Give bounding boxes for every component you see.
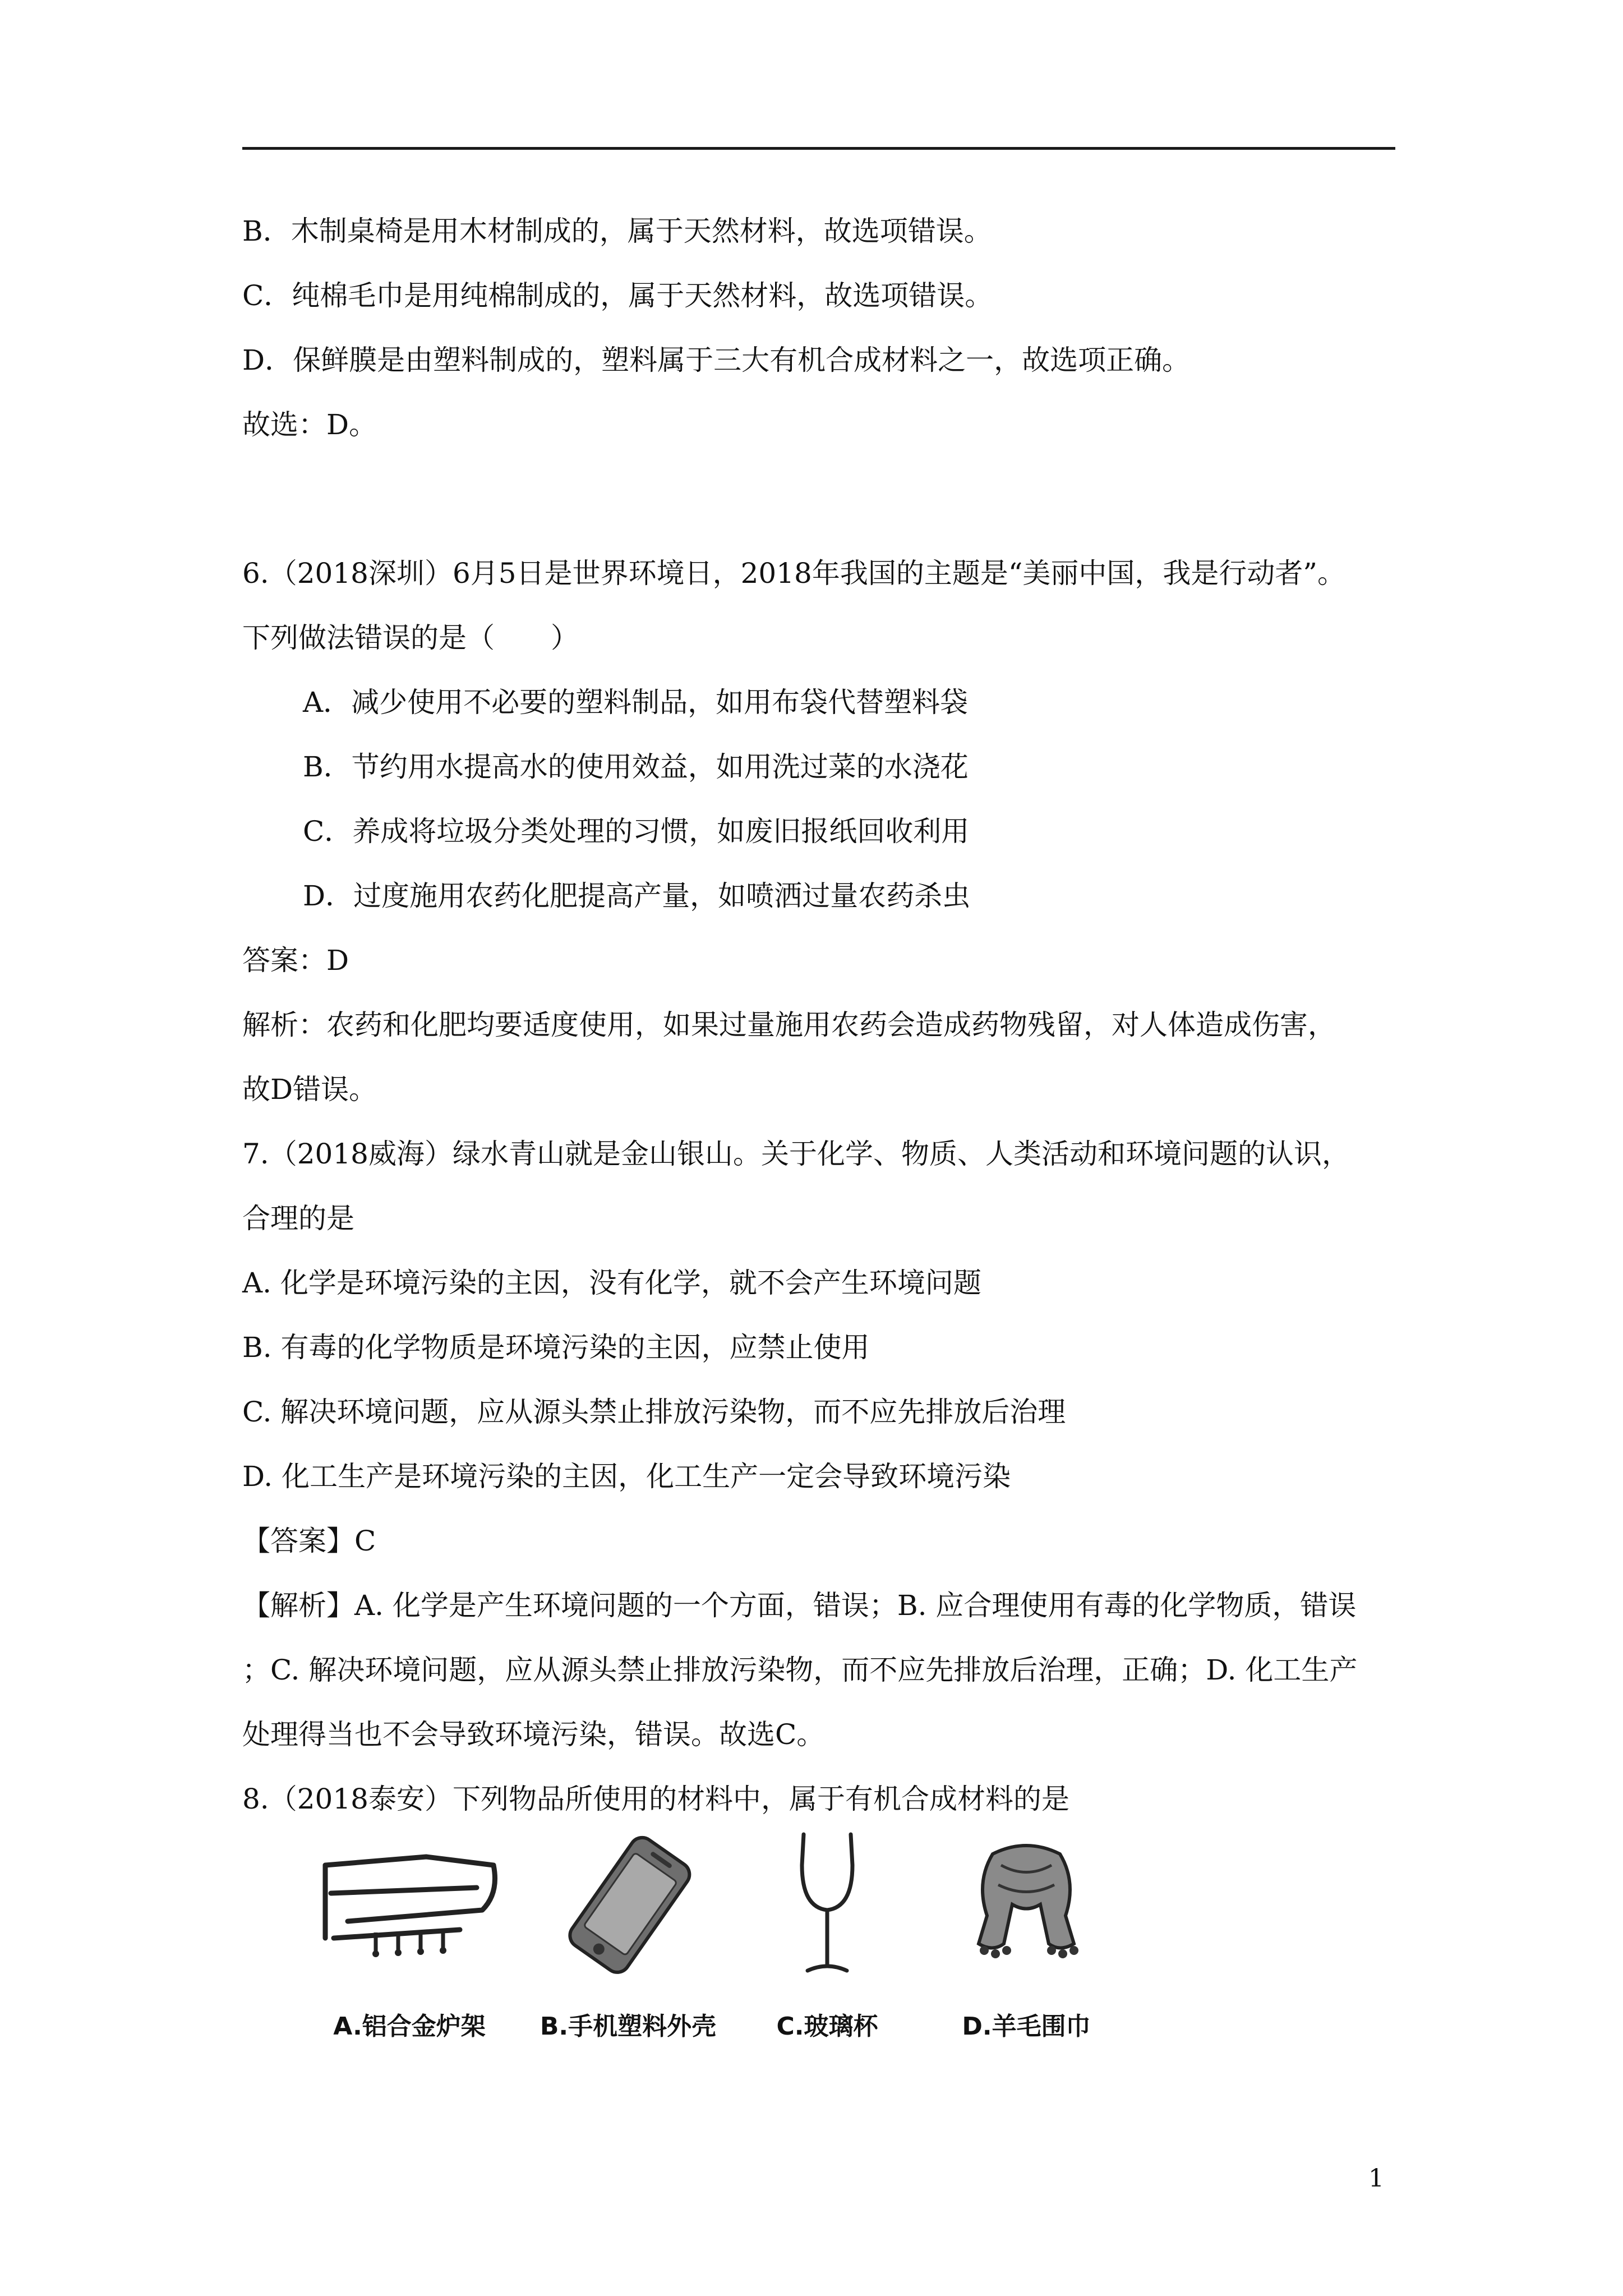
page-number: 1 [1368,2164,1384,2193]
text-line: 6.（2018深圳）6月5日是世界环境日，2018年我国的主题是“美丽中国，我是行动者”。 [242,557,1345,590]
option-line: A. 化学是环境污染的主因，没有化学，就不会产生环境问题 [242,1267,981,1299]
text-line: 处理得当也不会导致环境污染，错误。故选C。 [242,1718,825,1751]
text-line: 8.（2018泰安）下列物品所使用的材料中，属于有机合成材料的是 [242,1783,1069,1815]
option-line: D．过度施用农药化肥提高产量，如喷洒过量农药杀虫 [303,880,971,912]
answer-line: 答案：D [242,944,349,977]
answer-line: 【答案】C [242,1525,376,1557]
caption-b: B.手机塑料外壳 [540,2012,717,2041]
text-line: ；C. 解决环境问题，应从源头禁止排放污染物，而不应先排放后治理，正确；D. 化工生产 [242,1654,1358,1686]
option-line: C. 解决环境问题，应从源头禁止排放污染物，而不应先排放后治理 [242,1396,1066,1428]
text-line: C．纯棉毛巾是用纯棉制成的，属于天然材料，故选项错误。 [242,279,993,312]
caption-d: D.羊毛围巾 [962,2012,1091,2041]
text-line: D．保鲜膜是由塑料制成的，塑料属于三大有机合成材料之一，故选项正确。 [242,344,1191,376]
text-line: 下列做法错误的是（ ） [242,622,579,654]
wine-glass-icon [732,1832,923,1983]
option-line: D. 化工生产是环境污染的主因，化工生产一定会导致环境污染 [242,1460,1011,1493]
text-line: 解析：农药和化肥均要适度使用，如果过量施用农药会造成药物残留，对人体造成伤害， [242,1009,1336,1041]
figure-item-b [533,1826,723,2050]
figure-item-a [314,1826,505,2050]
option-line: A．减少使用不必要的塑料制品，如用布袋代替塑料袋 [303,686,969,719]
option-line: C．养成将垃圾分类处理的习惯，如废旧报纸回收利用 [303,815,970,848]
phone-icon [533,1832,723,1983]
caption-c: C.玻璃杯 [776,2012,878,2041]
question-figure [314,1826,1133,2050]
text-line: 故选：D。 [242,408,377,441]
text-line: 合理的是 [242,1202,354,1235]
text-line: B．木制桌椅是用木材制成的，属于天然材料，故选项错误。 [242,215,992,247]
scarf-icon [931,1832,1122,1983]
caption-a: A.铝合金炉架 [333,2012,486,2041]
header-rule [242,147,1395,150]
text-line: 【解析】A. 化学是产生环境问题的一个方面，错误；B. 应合理使用有毒的化学物质，错误 [242,1589,1357,1622]
rack-icon [314,1832,505,1983]
figure-item-d [931,1826,1122,2050]
figure-item-c [732,1826,923,2050]
text-line: 7.（2018威海）绿水青山就是金山银山。关于化学、物质、人类活动和环境问题的认识， [242,1138,1350,1170]
option-line: B．节约用水提高水的使用效益，如用洗过菜的水浇花 [303,751,969,783]
option-line: B. 有毒的化学物质是环境污染的主因，应禁止使用 [242,1331,870,1364]
text-line: 故D错误。 [242,1073,377,1106]
